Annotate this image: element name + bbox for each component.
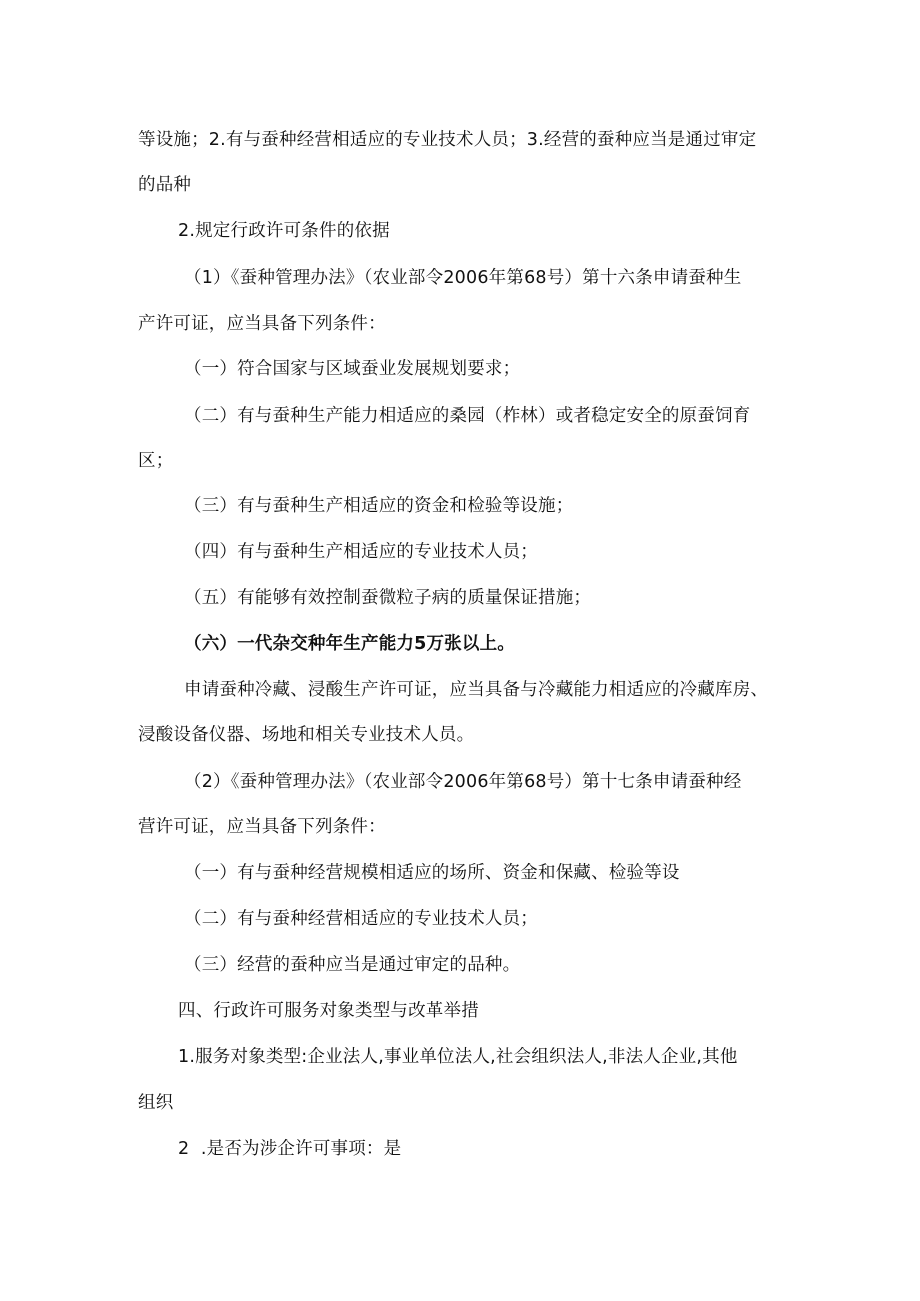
text-line: 组织 (138, 1093, 174, 1113)
list-item: （三）有与蚕种生产相适应的资金和检验等设施； (184, 496, 574, 516)
section-heading: 2.规定行政许可条件的依据 (178, 221, 390, 241)
list-item: （二）有与蚕种生产能力相适应的桑园（柞林）或者稳定安全的原蚕饲育 (184, 406, 751, 426)
list-item: （三）经营的蚕种应当是通过审定的品种。 (184, 955, 521, 975)
list-item: （一）有与蚕种经营规模相适应的场所、资金和保藏、检验等设 (184, 863, 680, 883)
list-item: （四）有与蚕种生产相适应的专业技术人员； (184, 542, 538, 562)
list-item: （六）一代杂交种年生产能力5万张以上。 (184, 634, 515, 654)
text-line: （2）《蚕种管理办法》（农业部令2006年第68号）第十七条申请蚕种经 (184, 772, 742, 792)
text-line: 营许可证，应当具备下列条件： (138, 817, 386, 837)
text-line: （1）《蚕种管理办法》（农业部令2006年第68号）第十六条申请蚕种生 (184, 268, 742, 288)
text-line: 2 .是否为涉企许可事项：是 (178, 1139, 402, 1159)
text-line: 等设施；2.有与蚕种经营相适应的专业技术人员；3.经营的蚕种应当是通过审定 (138, 130, 757, 150)
text-line: 产许可证，应当具备下列条件： (138, 314, 386, 334)
text-line: 浸酸设备仪器、场地和相关专业技术人员。 (138, 725, 475, 745)
list-item: （二）有与蚕种经营相适应的专业技术人员； (184, 909, 538, 929)
section-heading: 四、行政许可服务对象类型与改革举措 (178, 1001, 479, 1021)
text-line: 申请蚕种冷藏、浸酸生产许可证，应当具备与冷藏能力相适应的冷藏库房、 (184, 680, 769, 700)
text-line: 的品种 (138, 175, 192, 195)
list-item: （一）符合国家与区域蚕业发展规划要求； (184, 359, 521, 379)
text-line: 区； (138, 451, 174, 471)
list-item: （五）有能够有效控制蚕微粒子病的质量保证措施； (184, 588, 592, 608)
text-line: 1.服务对象类型:企业法人,事业单位法人,社会组织法人,非法人企业,其他 (178, 1047, 738, 1067)
